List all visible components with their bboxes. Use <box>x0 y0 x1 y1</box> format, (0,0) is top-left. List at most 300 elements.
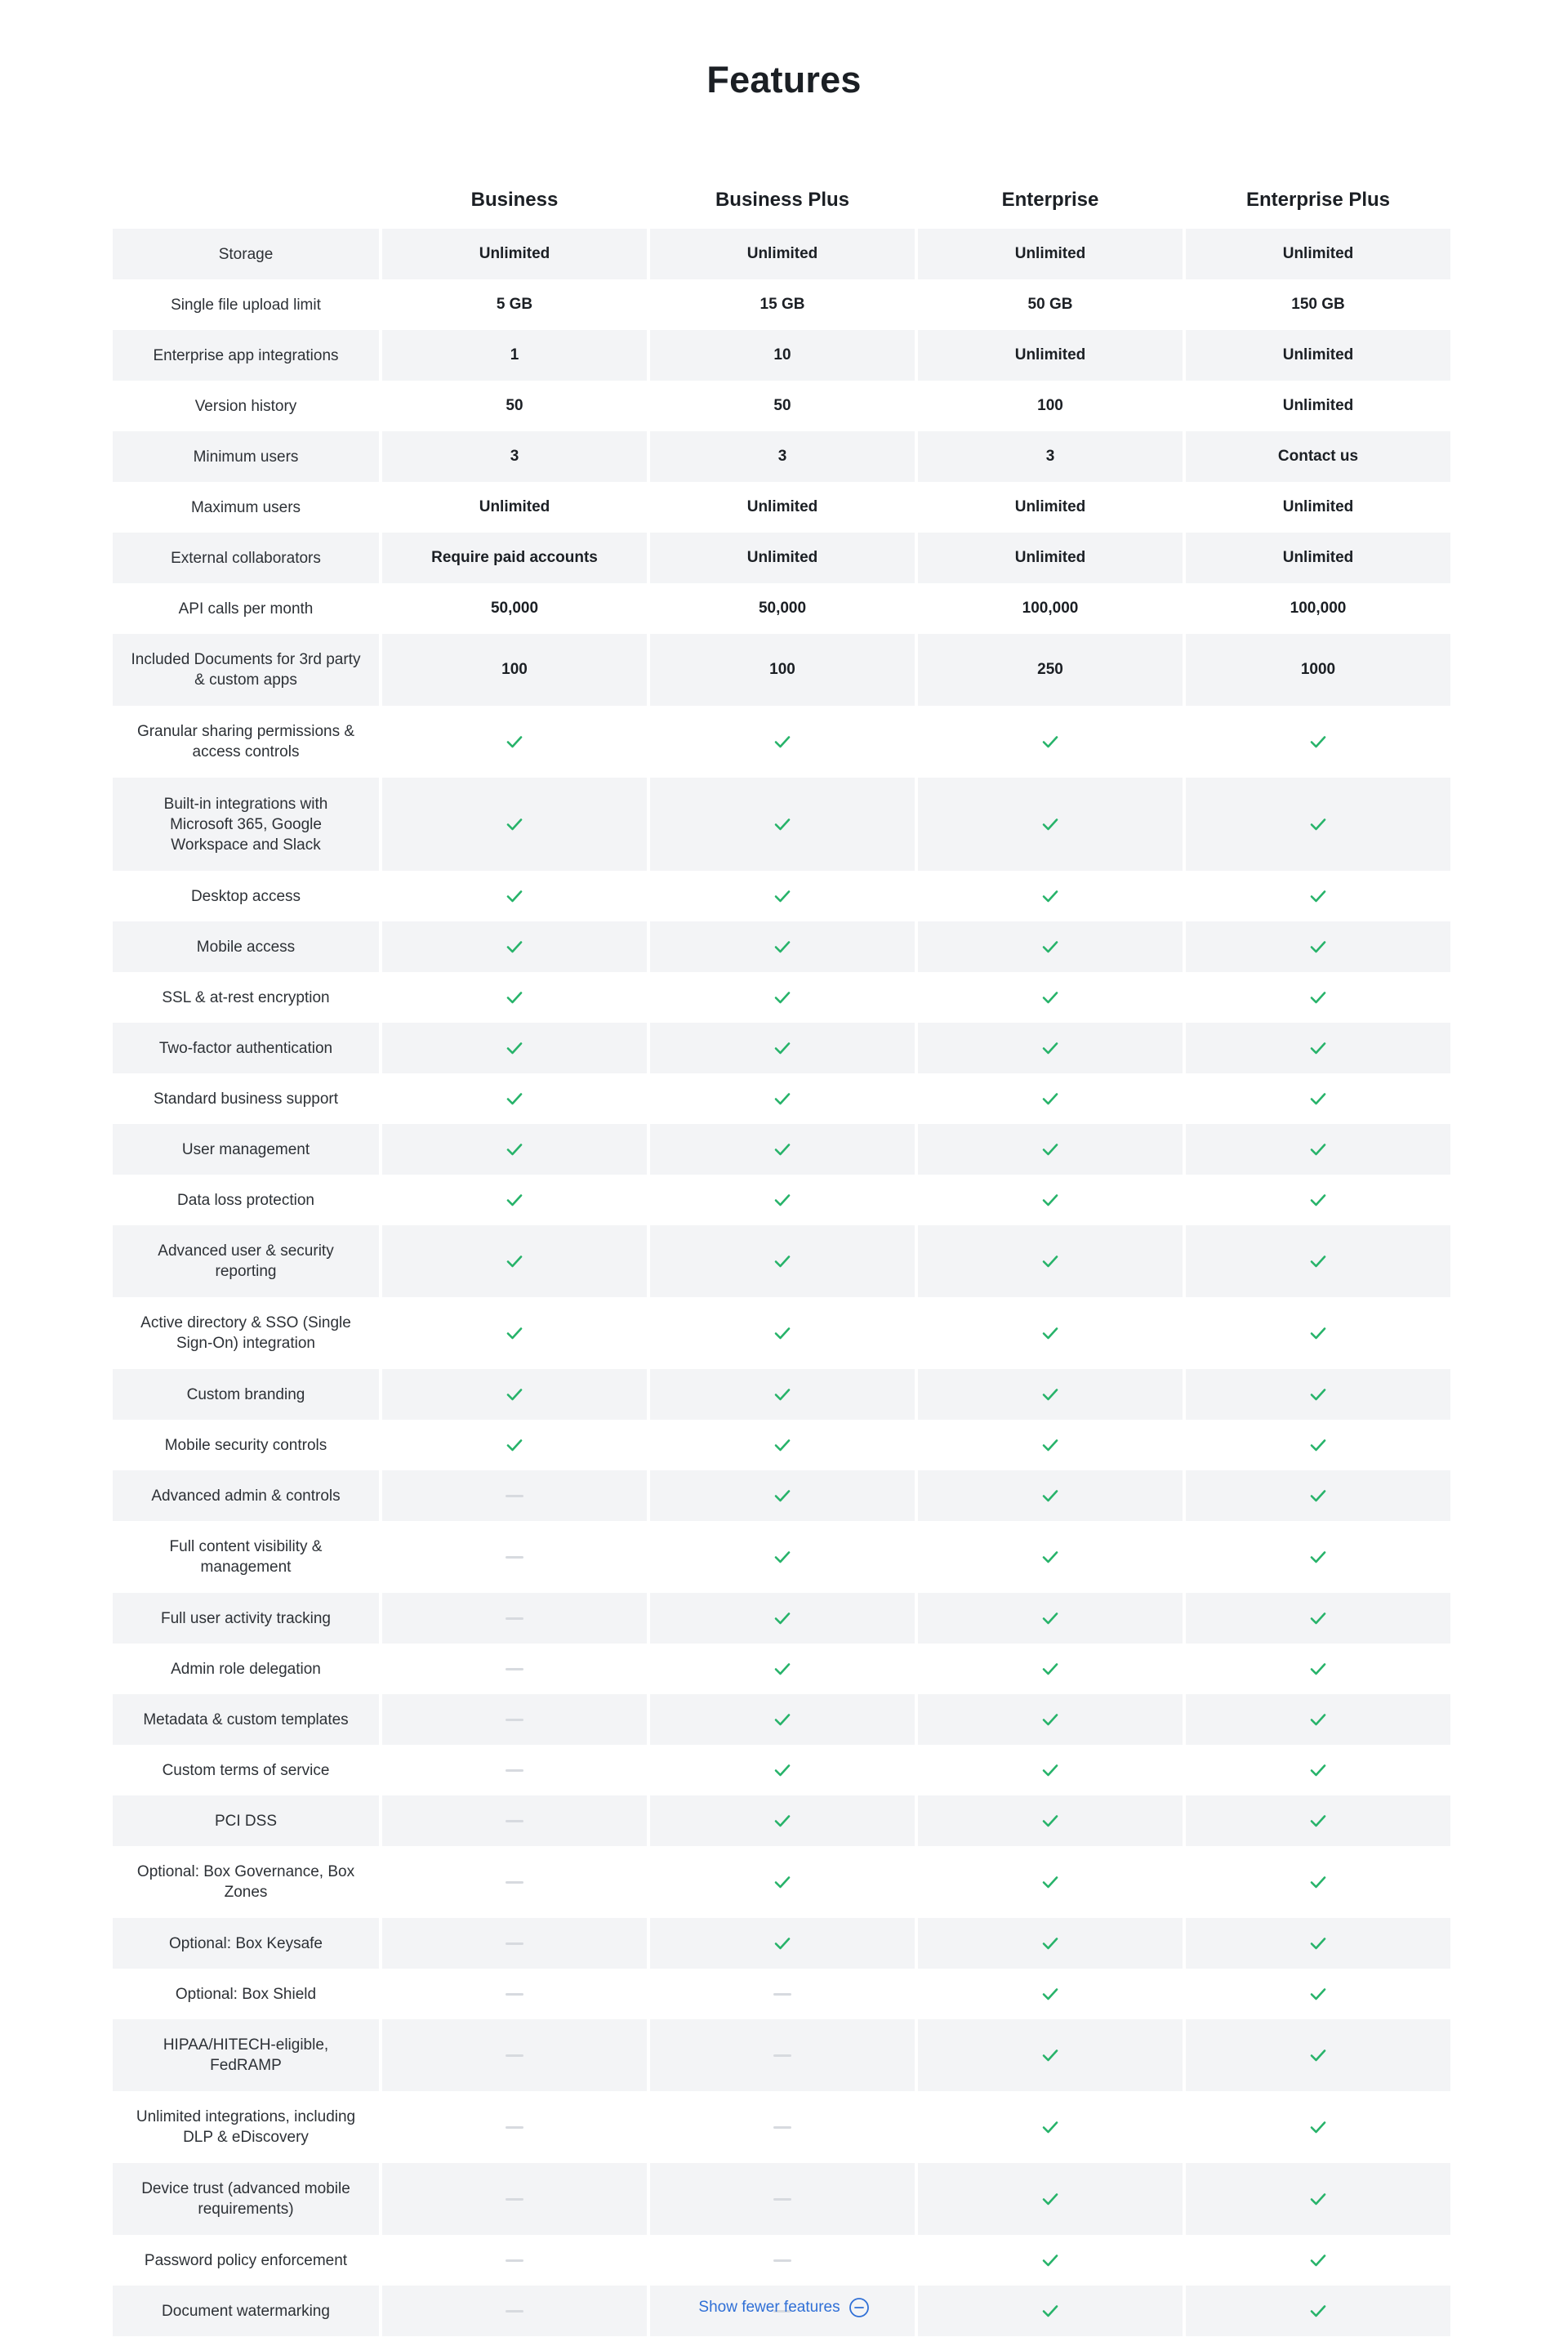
feature-label: Full user activity tracking <box>160 1609 331 1627</box>
table-row <box>113 1023 1454 1073</box>
feature-label-cell <box>113 2091 379 2163</box>
feature-value: 50 GB <box>1027 296 1073 313</box>
feature-value: 10 <box>773 346 791 363</box>
feature-label-cell <box>113 1470 379 1521</box>
check-icon <box>1307 1384 1329 1405</box>
table-row <box>113 1175 1454 1225</box>
table-row <box>113 1918 1454 1969</box>
feature-value-cell <box>650 381 915 431</box>
feature-label-cell <box>113 431 379 482</box>
table-row <box>113 279 1454 330</box>
feature-value-cell <box>382 2091 647 2163</box>
check-icon <box>1307 987 1329 1008</box>
check-icon <box>1307 1088 1329 1109</box>
table-body <box>113 229 1454 2336</box>
feature-value-cell <box>918 1470 1183 1521</box>
feature-value: Unlimited <box>1014 549 1086 566</box>
feature-value: Unlimited <box>746 549 818 566</box>
dash-icon <box>773 2259 791 2262</box>
feature-label-cell <box>113 778 379 871</box>
check-icon <box>772 936 793 957</box>
feature-value-cell <box>382 2235 647 2286</box>
feature-value-cell <box>382 1644 647 1694</box>
feature-value: Unlimited <box>1282 498 1354 515</box>
table-row <box>113 229 1454 279</box>
table-row <box>113 1969 1454 2019</box>
dash-icon <box>773 2126 791 2129</box>
feature-value-cell <box>1186 482 1450 533</box>
feature-label-cell <box>113 2235 379 2286</box>
feature-label-cell <box>113 921 379 972</box>
feature-label: PCI DSS <box>214 1812 278 1830</box>
feature-value-cell <box>1186 871 1450 921</box>
feature-label-cell <box>113 1521 379 1593</box>
feature-value-cell <box>1186 1124 1450 1175</box>
check-icon <box>1040 1810 1061 1831</box>
check-icon <box>1040 885 1061 907</box>
feature-value-cell <box>382 1225 647 1297</box>
feature-value: 50 <box>506 397 523 414</box>
table-row <box>113 706 1454 778</box>
feature-label: Included Documents for 3rd party & custom apps <box>131 651 361 689</box>
feature-value-cell <box>650 1593 915 1644</box>
feature-label: Advanced user & security reporting <box>158 1242 334 1280</box>
feature-label-cell <box>113 1175 379 1225</box>
feature-label: Maximum users <box>190 498 301 516</box>
check-icon <box>1040 1608 1061 1629</box>
feature-label: Device trust (advanced mobile requirements) <box>141 2180 350 2218</box>
table-row <box>113 330 1454 381</box>
feature-label-cell <box>113 1846 379 1918</box>
feature-value-cell <box>1186 2091 1450 2163</box>
dash-icon <box>506 1769 523 1772</box>
feature-label: Mobile security controls <box>164 1436 327 1454</box>
feature-value: 100 <box>1037 397 1063 414</box>
feature-label-cell <box>113 1124 379 1175</box>
feature-value-cell <box>918 229 1183 279</box>
check-icon <box>1307 1608 1329 1629</box>
feature-label-cell <box>113 533 379 583</box>
check-icon <box>504 814 525 835</box>
check-icon <box>772 731 793 752</box>
dash-icon <box>506 1556 523 1559</box>
check-icon <box>1307 1760 1329 1781</box>
feature-label: Metadata & custom templates <box>143 1710 349 1728</box>
feature-label-cell <box>113 279 379 330</box>
feature-value-cell <box>1186 1593 1450 1644</box>
feature-label-cell <box>113 1745 379 1795</box>
table-row <box>113 2091 1454 2163</box>
check-icon <box>504 1322 525 1344</box>
feature-label-cell <box>113 1969 379 2019</box>
feature-value-cell <box>650 1521 915 1593</box>
feature-label: SSL & at-rest encryption <box>162 988 330 1006</box>
feature-value: Unlimited <box>1282 245 1354 262</box>
feature-value-cell <box>650 1745 915 1795</box>
feature-value: 100 <box>769 661 795 678</box>
check-icon <box>1307 1139 1329 1160</box>
check-icon <box>772 1037 793 1059</box>
feature-label-cell <box>113 1593 379 1644</box>
feature-label-cell <box>113 1297 379 1369</box>
table-row <box>113 1521 1454 1593</box>
feature-value: Unlimited <box>1014 346 1086 363</box>
feature-value-cell <box>918 871 1183 921</box>
feature-value-cell <box>382 279 647 330</box>
check-icon <box>1307 1810 1329 1831</box>
feature-value: 50,000 <box>490 600 539 617</box>
feature-value-cell <box>650 330 915 381</box>
plan-header-enterprise: Enterprise <box>1001 189 1099 211</box>
check-icon <box>1307 731 1329 752</box>
check-icon <box>1040 2116 1061 2138</box>
feature-value-cell <box>382 1846 647 1918</box>
minus-circle-icon[interactable] <box>849 2297 870 2318</box>
check-icon <box>504 1251 525 1272</box>
check-icon <box>1307 1658 1329 1679</box>
feature-value-cell <box>1186 431 1450 482</box>
feature-value-cell <box>382 1694 647 1745</box>
check-icon <box>772 1251 793 1272</box>
feature-value-cell <box>918 1420 1183 1470</box>
dash-icon <box>506 2259 523 2262</box>
feature-value-cell <box>1186 1073 1450 1124</box>
table-row <box>113 921 1454 972</box>
feature-value-cell <box>918 2235 1183 2286</box>
table-row <box>113 1369 1454 1420</box>
feature-value-cell <box>650 2163 915 2235</box>
check-icon <box>1307 2116 1329 2138</box>
feature-value: Unlimited <box>1014 498 1086 515</box>
check-icon <box>1040 731 1061 752</box>
table-row <box>113 482 1454 533</box>
feature-value-cell <box>918 381 1183 431</box>
check-icon <box>1040 1189 1061 1211</box>
feature-value: 1 <box>510 346 519 363</box>
check-icon <box>504 885 525 907</box>
check-icon <box>772 1384 793 1405</box>
feature-label: Standard business support <box>153 1090 339 1108</box>
feature-value: 100,000 <box>1290 600 1347 617</box>
feature-value-cell <box>650 1225 915 1297</box>
check-icon <box>1040 1088 1061 1109</box>
feature-value-cell <box>1186 634 1450 706</box>
feature-label-cell <box>113 1369 379 1420</box>
feature-value-cell <box>918 1023 1183 1073</box>
feature-value-cell <box>650 2091 915 2163</box>
check-icon <box>1040 987 1061 1008</box>
table-row <box>113 1846 1454 1918</box>
feature-value-cell <box>1186 533 1450 583</box>
feature-label-cell <box>113 1644 379 1694</box>
check-icon <box>504 1434 525 1456</box>
feature-value-cell <box>918 1694 1183 1745</box>
feature-value-cell <box>918 1521 1183 1593</box>
table-row <box>113 431 1454 482</box>
feature-label-cell <box>113 1023 379 1073</box>
check-icon <box>772 1871 793 1893</box>
check-icon <box>504 731 525 752</box>
check-icon <box>504 1384 525 1405</box>
check-icon <box>772 1322 793 1344</box>
feature-label: Custom branding <box>186 1385 305 1403</box>
feature-value-cell <box>382 1470 647 1521</box>
feature-value-cell <box>1186 1420 1450 1470</box>
check-icon <box>1040 936 1061 957</box>
feature-value: Unlimited <box>1014 245 1086 262</box>
feature-label: Full content visibility & management <box>169 1538 323 1576</box>
check-icon <box>1307 936 1329 957</box>
feature-value-cell <box>382 1369 647 1420</box>
table-row <box>113 1644 1454 1694</box>
feature-value-cell <box>650 1644 915 1694</box>
feature-value: 3 <box>1045 448 1055 465</box>
feature-label: Optional: Box Governance, Box Zones <box>136 1863 355 1901</box>
feature-value-cell <box>382 1521 647 1593</box>
feature-label: Optional: Box Keysafe <box>169 1934 323 1952</box>
feature-label: Enterprise app integrations <box>153 346 339 364</box>
feature-label: Password policy enforcement <box>144 2251 348 2269</box>
check-icon <box>1307 2188 1329 2210</box>
check-icon <box>772 1485 793 1506</box>
feature-value-cell <box>918 583 1183 634</box>
feature-value: Unlimited <box>479 498 550 515</box>
feature-label: Mobile access <box>196 938 296 956</box>
feature-value-cell <box>1186 921 1450 972</box>
check-icon <box>1040 1933 1061 1954</box>
feature-label-cell <box>113 1073 379 1124</box>
table-row <box>113 1745 1454 1795</box>
feature-value: Unlimited <box>1282 549 1354 566</box>
feature-label: Storage <box>218 245 274 263</box>
feature-value-cell <box>918 972 1183 1023</box>
table-row <box>113 1297 1454 1369</box>
feature-value-cell <box>382 431 647 482</box>
check-icon <box>1040 1322 1061 1344</box>
table-row <box>113 871 1454 921</box>
check-icon <box>504 936 525 957</box>
feature-value-cell <box>382 229 647 279</box>
dash-icon <box>773 1993 791 1996</box>
feature-value-cell <box>918 1644 1183 1694</box>
check-icon <box>1040 1658 1061 1679</box>
feature-value-cell <box>382 1023 647 1073</box>
feature-value-cell <box>382 1297 647 1369</box>
dash-icon <box>506 2126 523 2129</box>
feature-value-cell <box>650 634 915 706</box>
feature-value: 15 GB <box>760 296 805 313</box>
check-icon <box>504 1088 525 1109</box>
feature-value-cell <box>918 706 1183 778</box>
feature-value-cell <box>1186 1969 1450 2019</box>
feature-label-cell <box>113 1225 379 1297</box>
feature-value: Unlimited <box>1282 346 1354 363</box>
feature-value-cell <box>918 778 1183 871</box>
check-icon <box>772 1088 793 1109</box>
feature-label: Advanced admin & controls <box>151 1487 341 1505</box>
feature-value-cell <box>382 1795 647 1846</box>
check-icon <box>1040 1434 1061 1456</box>
feature-value-cell <box>382 921 647 972</box>
check-icon <box>1040 1983 1061 2005</box>
feature-value-cell <box>918 1969 1183 2019</box>
feature-value-cell <box>1186 2163 1450 2235</box>
check-icon <box>772 1139 793 1160</box>
dash-icon <box>506 1617 523 1620</box>
feature-value-cell <box>650 972 915 1023</box>
feature-value: 50,000 <box>758 600 807 617</box>
feature-value-cell <box>918 2019 1183 2091</box>
feature-value-cell <box>650 482 915 533</box>
feature-value-cell <box>918 1225 1183 1297</box>
feature-label-cell <box>113 1420 379 1470</box>
feature-value-cell <box>382 1918 647 1969</box>
feature-label: Version history <box>194 397 297 415</box>
feature-value-cell <box>918 279 1183 330</box>
feature-label-cell <box>113 634 379 706</box>
table-row <box>113 2163 1454 2235</box>
check-icon <box>1040 1139 1061 1160</box>
check-icon <box>772 885 793 907</box>
feature-value-cell <box>918 2163 1183 2235</box>
feature-value-cell <box>918 1175 1183 1225</box>
table-row <box>113 778 1454 871</box>
feature-value-cell <box>650 533 915 583</box>
feature-value-cell <box>650 1795 915 1846</box>
feature-value-cell <box>650 1175 915 1225</box>
table-row <box>113 2235 1454 2286</box>
feature-value-cell <box>918 1124 1183 1175</box>
feature-value-cell <box>650 921 915 972</box>
feature-value-cell <box>1186 2019 1450 2091</box>
feature-value-cell <box>1186 1521 1450 1593</box>
show-fewer-features-link[interactable]: Show fewer features <box>698 2299 840 2316</box>
check-icon <box>1307 1709 1329 1730</box>
plan-header-enterprise-plus: Enterprise Plus <box>1245 189 1391 211</box>
feature-value-cell <box>650 1694 915 1745</box>
check-icon <box>772 1933 793 1954</box>
check-icon <box>1307 814 1329 835</box>
feature-value-cell <box>382 2163 647 2235</box>
feature-label: Data loss protection <box>177 1191 314 1209</box>
check-icon <box>772 1810 793 1831</box>
feature-value-cell <box>918 1369 1183 1420</box>
feature-value-cell <box>1186 1225 1450 1297</box>
feature-label-cell <box>113 2019 379 2091</box>
feature-value-cell <box>1186 778 1450 871</box>
feature-value-cell <box>382 1969 647 2019</box>
dash-icon <box>506 1993 523 1996</box>
feature-value-cell <box>918 1297 1183 1369</box>
table-row <box>113 1470 1454 1521</box>
check-icon <box>1040 1709 1061 1730</box>
feature-value-cell <box>382 1175 647 1225</box>
feature-value-cell <box>918 1073 1183 1124</box>
feature-label: Optional: Box Shield <box>175 1985 317 2003</box>
table-row <box>113 972 1454 1023</box>
check-icon <box>1040 1546 1061 1568</box>
check-icon <box>1307 1871 1329 1893</box>
feature-value-cell <box>382 871 647 921</box>
check-icon <box>1040 1760 1061 1781</box>
feature-value-cell <box>1186 706 1450 778</box>
table-row <box>113 1593 1454 1644</box>
feature-value-cell <box>650 1420 915 1470</box>
feature-value-cell <box>382 330 647 381</box>
feature-value-cell <box>918 431 1183 482</box>
feature-value-cell <box>382 1593 647 1644</box>
feature-value-cell <box>382 1745 647 1795</box>
feature-value: 3 <box>510 448 519 465</box>
feature-label: Single file upload limit <box>171 296 321 314</box>
feature-value-cell <box>1186 1023 1450 1073</box>
check-icon <box>1307 1933 1329 1954</box>
check-icon <box>1307 1983 1329 2005</box>
feature-label: Custom terms of service <box>162 1761 330 1779</box>
feature-label: Admin role delegation <box>171 1660 321 1678</box>
feature-label: User management <box>181 1140 310 1158</box>
feature-label: Document watermarking <box>162 2302 330 2320</box>
feature-value-cell <box>1186 1795 1450 1846</box>
feature-value-cell <box>650 1297 915 1369</box>
feature-label-cell <box>113 482 379 533</box>
feature-value-cell <box>1186 1745 1450 1795</box>
feature-value-cell <box>650 778 915 871</box>
dash-icon <box>506 1668 523 1670</box>
check-icon <box>772 1709 793 1730</box>
table-row <box>113 634 1454 706</box>
feature-value-cell <box>650 2235 915 2286</box>
check-icon <box>1040 2250 1061 2271</box>
table-row <box>113 2019 1454 2091</box>
feature-value: Unlimited <box>746 245 818 262</box>
feature-value-cell <box>1186 583 1450 634</box>
show-fewer-toggle[interactable] <box>0 2297 1568 2318</box>
feature-label: Built-in integrations with Microsoft 365, Google Workspace and Slack <box>163 795 328 854</box>
feature-value-cell <box>650 279 915 330</box>
feature-value-cell <box>382 482 647 533</box>
feature-value-cell <box>918 482 1183 533</box>
feature-value-cell <box>1186 1846 1450 1918</box>
check-icon <box>1307 1189 1329 1211</box>
feature-label: Unlimited integrations, including DLP & eDiscovery <box>136 2108 356 2146</box>
feature-value: Unlimited <box>479 245 550 262</box>
feature-value: 150 GB <box>1291 296 1345 313</box>
feature-value-cell <box>382 533 647 583</box>
dash-icon <box>773 2054 791 2057</box>
plan-header-business-plus: Business Plus <box>715 189 850 211</box>
feature-label: Minimum users <box>193 448 299 466</box>
feature-label: Desktop access <box>190 887 301 905</box>
check-icon <box>772 1658 793 1679</box>
plan-header-business: Business <box>470 189 559 211</box>
feature-value-cell <box>1186 2235 1450 2286</box>
feature-label-cell <box>113 972 379 1023</box>
check-icon <box>772 1434 793 1456</box>
feature-value-cell <box>650 1969 915 2019</box>
features-table <box>113 172 1454 2336</box>
feature-value-cell <box>1186 330 1450 381</box>
feature-value-cell <box>1186 279 1450 330</box>
feature-label: Active directory & SSO (Single Sign-On) integration <box>140 1314 351 1352</box>
feature-value-cell <box>918 1918 1183 1969</box>
dash-icon <box>506 1820 523 1822</box>
dash-icon <box>506 1495 523 1497</box>
check-icon <box>772 1760 793 1781</box>
dash-icon <box>506 2054 523 2057</box>
feature-value-cell <box>650 2019 915 2091</box>
feature-value-cell <box>382 381 647 431</box>
